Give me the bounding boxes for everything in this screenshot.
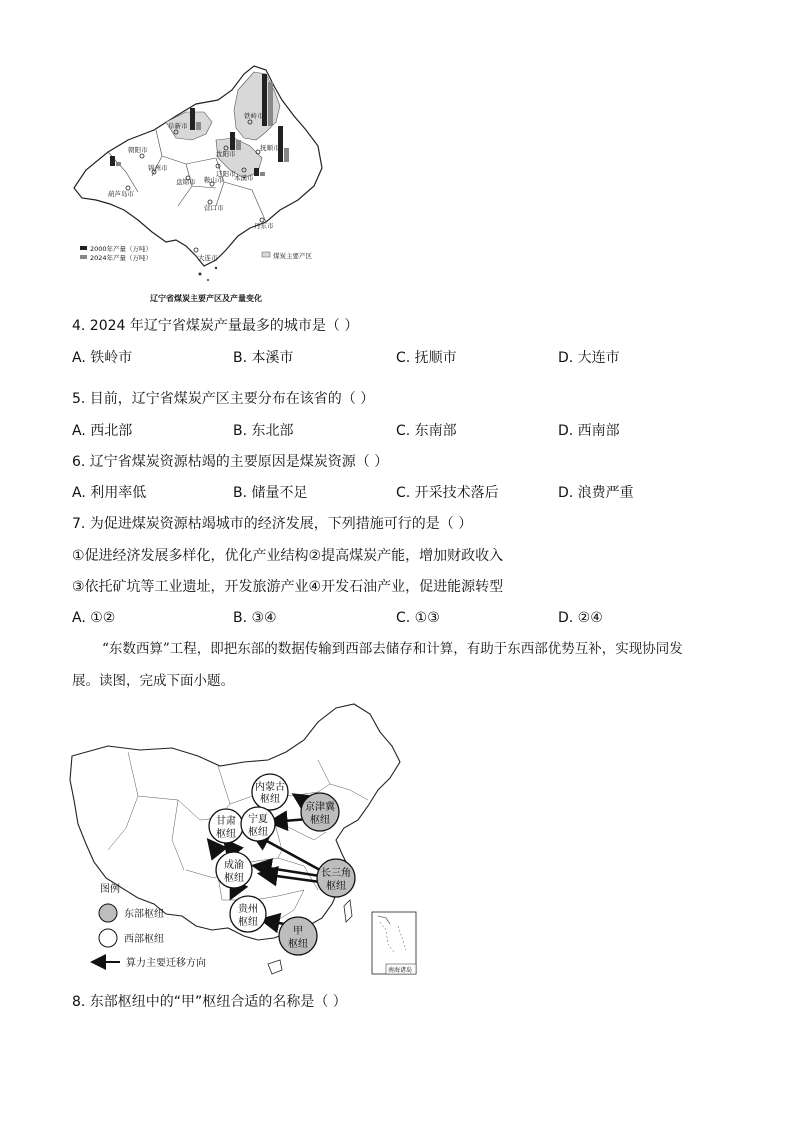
city-dalian: 大连市 — [198, 254, 218, 262]
passage-line2: 展。读图，完成下面小题。 — [72, 673, 234, 689]
q4-option-b[interactable]: B. 本溪市 — [233, 350, 294, 366]
city-tieling: 铁岭市 — [244, 112, 264, 120]
q6-option-b[interactable]: B. 储量不足 — [233, 485, 308, 501]
svg-text:成渝: 成渝 — [224, 860, 244, 871]
south-china-sea-inset — [372, 912, 416, 974]
q7-option-d[interactable]: D. ②④ — [558, 610, 603, 626]
svg-text:长三角: 长三角 — [321, 868, 351, 879]
q5-stem: 5. 目前，辽宁省煤炭产区主要分布在该省的（ ） — [72, 391, 375, 407]
q6-stem: 6. 辽宁省煤炭资源枯竭的主要原因是煤炭资源（ ） — [72, 454, 389, 470]
svg-text:煤炭主要产区: 煤炭主要产区 — [273, 252, 312, 260]
q4-option-c[interactable]: C. 抚顺市 — [396, 350, 457, 366]
city-panjin: 盘锦市 — [176, 178, 196, 186]
node-changsanjiao — [317, 859, 355, 897]
svg-text:枢纽: 枢纽 — [248, 827, 268, 838]
city-fushun: 抚顺市 — [260, 144, 280, 152]
svg-text:图例: 图例 — [100, 884, 120, 895]
svg-text:2024年产量（万吨）: 2024年产量（万吨） — [90, 254, 153, 262]
q4-option-d[interactable]: D. 大连市 — [558, 350, 620, 366]
svg-text:枢纽: 枢纽 — [288, 939, 308, 950]
liaoning-coal-map — [66, 60, 336, 310]
passage-line1: “东数西算”工程，即把东部的数据传输到西部去储存和计算，有助于东西部优势互补，实现协同发 — [102, 641, 683, 657]
svg-text:贵州: 贵州 — [238, 904, 258, 915]
svg-text:甘肃: 甘肃 — [216, 816, 236, 827]
node-neimenggu — [252, 774, 288, 810]
q4-stem: 4. 2024 年辽宁省煤炭产量最多的城市是（ ） — [72, 318, 359, 334]
svg-text:东部枢纽: 东部枢纽 — [124, 909, 164, 920]
node-ningxia — [241, 807, 275, 841]
node-chengyu — [216, 852, 252, 888]
svg-text:京津冀: 京津冀 — [305, 802, 335, 813]
q5-option-c[interactable]: C. 东南部 — [396, 423, 457, 439]
q7-option-c[interactable]: C. ①③ — [396, 610, 440, 626]
city-fuxin: 阜新市 — [168, 122, 188, 130]
svg-text:枢纽: 枢纽 — [260, 794, 280, 805]
city-dandong: 丹东市 — [254, 222, 274, 230]
q5-option-a[interactable]: A. 西北部 — [72, 423, 133, 439]
svg-text:西部枢纽: 西部枢纽 — [124, 934, 164, 945]
node-jia — [279, 917, 317, 955]
q7-option-a[interactable]: A. ①② — [72, 610, 116, 626]
map1-caption: 辽宁省煤炭主要产区及产量变化 — [150, 294, 262, 303]
q8-stem: 8. 东部枢纽中的“甲”枢纽合适的名称是（ ） — [72, 994, 347, 1010]
node-jingjinji — [301, 793, 339, 831]
q7-statement-line1: ①促进经济发展多样化，优化产业结构②提高煤炭产能，增加财政收入 — [72, 548, 504, 564]
city-benxi: 本溪市 — [234, 174, 254, 182]
city-liaoyang: 辽阳市 — [216, 170, 236, 178]
svg-text:枢纽: 枢纽 — [310, 815, 330, 826]
node-gansu — [209, 809, 243, 843]
city-anshan: 鞍山市 — [204, 176, 224, 184]
q7-statement-line2: ③依托矿坑等工业遗址，开发旅游产业④开发石油产业，促进能源转型 — [72, 579, 504, 595]
q7-option-b[interactable]: B. ③④ — [233, 610, 277, 626]
city-huludao: 葫芦岛市 — [108, 190, 134, 198]
svg-text:枢纽: 枢纽 — [326, 881, 346, 892]
city-chaoyang: 朝阳市 — [128, 146, 148, 154]
q6-option-d[interactable]: D. 浪费严重 — [558, 485, 634, 501]
svg-text:2000年产量（万吨）: 2000年产量（万吨） — [90, 245, 153, 253]
svg-text:宁夏: 宁夏 — [248, 814, 268, 825]
svg-text:南海诸岛: 南海诸岛 — [388, 967, 413, 974]
svg-text:内蒙古: 内蒙古 — [255, 782, 285, 793]
q6-option-c[interactable]: C. 开采技术落后 — [396, 485, 499, 501]
q5-option-b[interactable]: B. 东北部 — [233, 423, 294, 439]
svg-text:枢纽: 枢纽 — [238, 917, 258, 928]
city-shenyang: 沈阳市 — [216, 150, 236, 158]
city-jinzhou: 锦州市 — [148, 164, 168, 172]
q7-stem: 7. 为促进煤炭资源枯竭城市的经济发展，下列措施可行的是（ ） — [72, 516, 473, 532]
china-data-hub-map — [68, 700, 422, 982]
q6-option-a[interactable]: A. 利用率低 — [72, 485, 147, 501]
city-yingkou: 营口市 — [204, 204, 224, 212]
q5-option-d[interactable]: D. 西南部 — [558, 423, 620, 439]
q4-option-a[interactable]: A. 铁岭市 — [72, 350, 133, 366]
svg-text:枢纽: 枢纽 — [224, 873, 244, 884]
svg-text:枢纽: 枢纽 — [216, 829, 236, 840]
svg-text:甲: 甲 — [293, 926, 303, 937]
svg-text:算力主要迁移方向: 算力主要迁移方向 — [126, 958, 206, 969]
node-guizhou — [230, 896, 266, 932]
